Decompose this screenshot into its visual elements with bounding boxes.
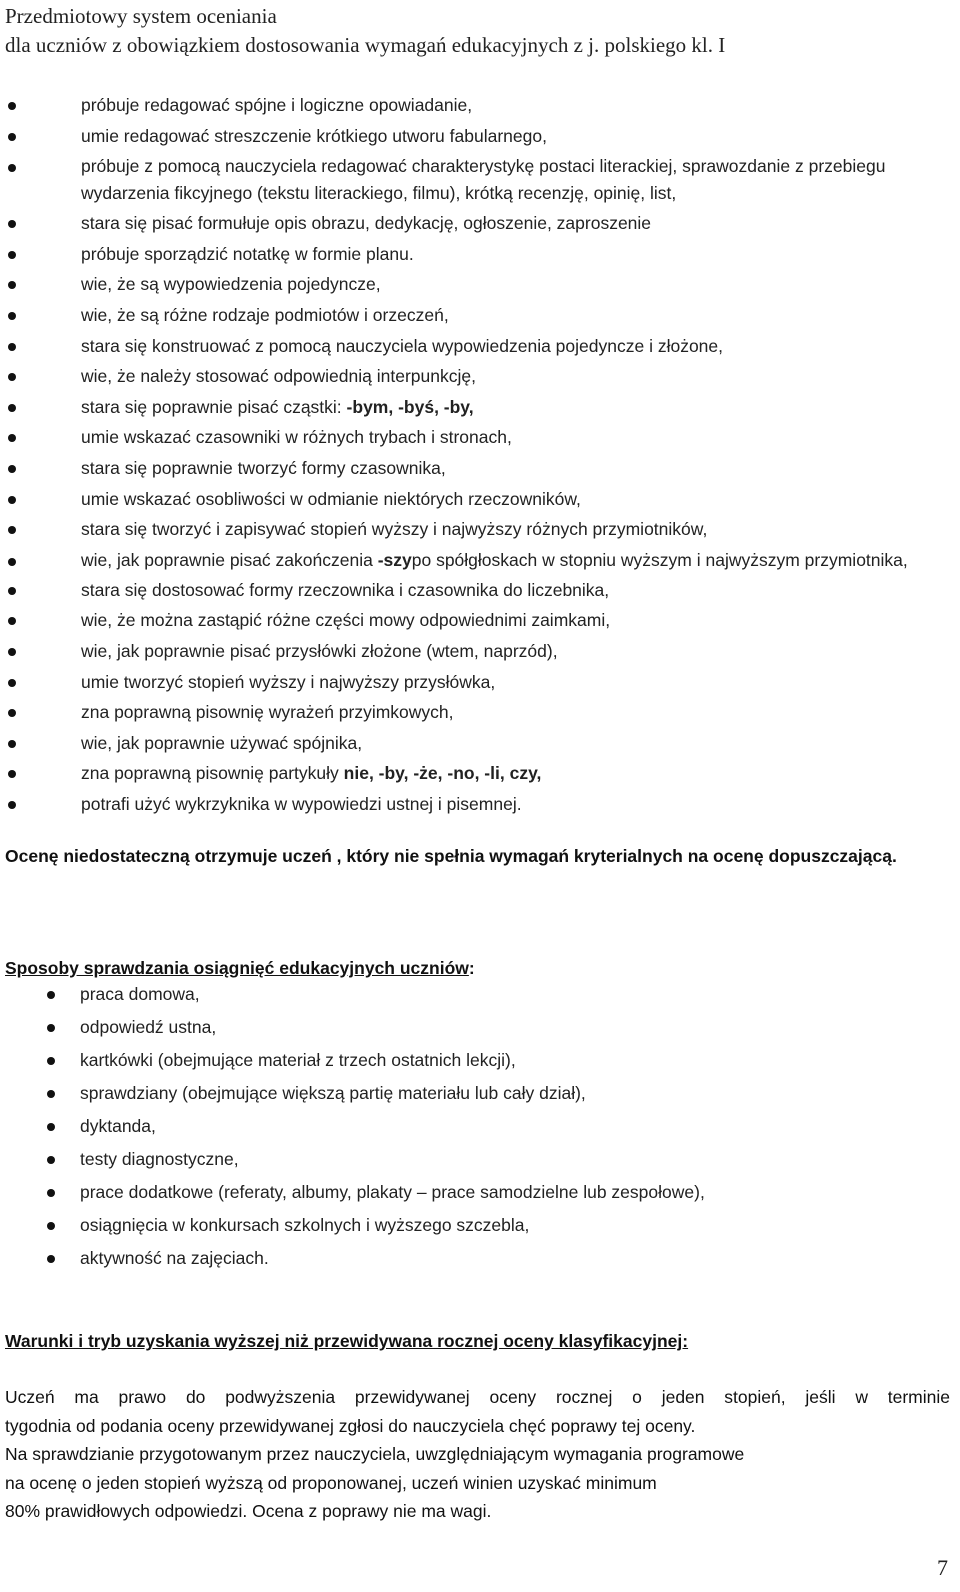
method-item: sprawdziany (obejmujące większą partię materiału lub cały dział), [80,1077,940,1110]
requirement-item: wie, jak poprawnie pisać przysłówki złożone (wtem, naprzód), [81,636,956,667]
requirement-item: stara się pisać formułuje opis obrazu, dedykację, ogłoszenie, zaproszenie [81,208,956,239]
requirement-item: wie, że są różne rodzaje podmiotów i orzeczeń, [81,300,956,331]
requirement-item [81,758,956,789]
requirement-text: zna poprawną pisownię partykuły [81,763,344,784]
requirement-item: umie wskazać czasowniki w różnych trybach i stronach, [81,422,956,453]
requirement-item: umie tworzyć stopień wyższy i najwyższy przysłówka, [81,667,956,698]
conditions-line-2: tygodnia od podania oceny przewidywanej zgłosi do nauczyciela chęć poprawy tej oceny. [5,1415,696,1436]
method-item: osiągnięcia w konkursach szkolnych i wyższego szczebla, [80,1209,940,1242]
header-title: Przedmiotowy system oceniania [5,4,277,28]
requirement-item: umie redagować streszczenie krótkiego utworu fabularnego, [81,121,956,152]
requirement-item: próbuje sporządzić notatkę w formie planu. [81,239,956,270]
method-item: odpowiedź ustna, [80,1011,940,1044]
conditions-heading: Warunki i tryb uzyskania wyższej niż przewidywana rocznej oceny klasyfikacyjnej: [5,1331,689,1351]
requirement-item: zna poprawną pisownię wyrażeń przyimkowych, [81,697,956,728]
conditions-body [5,1383,950,1526]
requirement-item: potrafi użyć wykrzyknika w wypowiedzi ustnej i pisemnej. [81,789,956,820]
page-number: 7 [937,1555,948,1580]
requirement-item: umie wskazać osobliwości w odmianie niektórych rzeczowników, [81,484,956,515]
requirement-item: próbuje redagować spójne i logiczne opowiadanie, [81,90,956,121]
conditions-line-3: Na sprawdzianie przygotowanym przez nauczyciela, uwzględniającym wymagania programowe [5,1444,745,1464]
method-item: dyktanda, [80,1110,940,1143]
document-header [5,2,725,60]
requirement-item [81,392,956,423]
requirement-text-after: po spółgłoskach w stopniu wyższym i najwyższym przymiotnika, [411,549,908,570]
requirement-text: stara się poprawnie pisać cząstki: [81,396,347,417]
requirement-bold-text: nie, -by, -że, -no, -li, czy, [343,763,542,784]
requirement-text: wie, jak poprawnie pisać zakończenia [81,549,378,570]
requirement-item: wie, że można zastąpić różne części mowy odpowiednimi zaimkami, [81,605,956,636]
grade-note: Ocenę niedostateczną otrzymuje uczeń , który nie spełnia wymagań kryterialnych na ocenę dopuszczającą. [5,846,897,866]
conditions-line-4: na ocenę o jeden stopień wyższą od proponowanej, uczeń winien uzyskać minimum [5,1472,657,1493]
requirement-bold-text: -bym, -byś, -by, [346,396,474,417]
method-item: kartkówki (obejmujące materiał z trzech ostatnich lekcji), [80,1044,940,1077]
requirement-item: stara się dostosować formy rzeczownika i czasownika do liczebnika, [81,575,956,606]
requirement-item: stara się poprawnie tworzyć formy czasownika, [81,453,956,484]
requirement-bold-text: -szy [377,549,412,570]
requirement-item: stara się konstruować z pomocą nauczyciela wypowiedzenia pojedyncze i złożone, [81,331,956,362]
method-item: prace dodatkowe (referaty, albumy, plakaty – prace samodzielne lub zespołowe), [80,1176,940,1209]
methods-heading-text: Sposoby sprawdzania osiągnięć edukacyjnych uczniów [5,958,469,978]
methods-list [80,978,940,1275]
conditions-line-5: 80% prawidłowych odpowiedzi. Ocena z poprawy nie ma wagi. [5,1501,492,1521]
method-item: testy diagnostyczne, [80,1143,940,1176]
requirement-item [81,545,956,575]
requirement-item: wie, jak poprawnie używać spójnika, [81,728,956,759]
requirement-item: próbuje z pomocą nauczyciela redagować charakterystykę postaci literackiej, sprawozdanie z przebiegu wydarzenia fikcyjnego (tekstu literackiego, filmu), krótką recenzję, opinię, list, [81,151,956,208]
method-item: praca domowa, [80,978,940,1011]
requirement-item: wie, że są wypowiedzenia pojedyncze, [81,269,956,300]
methods-heading-colon: : [468,958,475,978]
requirement-item: wie, że należy stosować odpowiednią interpunkcję, [81,361,956,392]
header-subtitle: dla uczniów z obowiązkiem dostosowania wymagań edukacyjnych z j. polskiego kl. I [5,33,726,57]
conditions-line-1: Uczeń ma prawo do podwyższenia przewidywanej oceny rocznej o jeden stopień, jeśli w terminie [5,1387,950,1407]
requirement-item: stara się tworzyć i zapisywać stopień wyższy i najwyższy różnych przymiotników, [81,514,956,545]
requirements-list [81,90,956,819]
method-item: aktywność na zajęciach. [80,1242,940,1275]
